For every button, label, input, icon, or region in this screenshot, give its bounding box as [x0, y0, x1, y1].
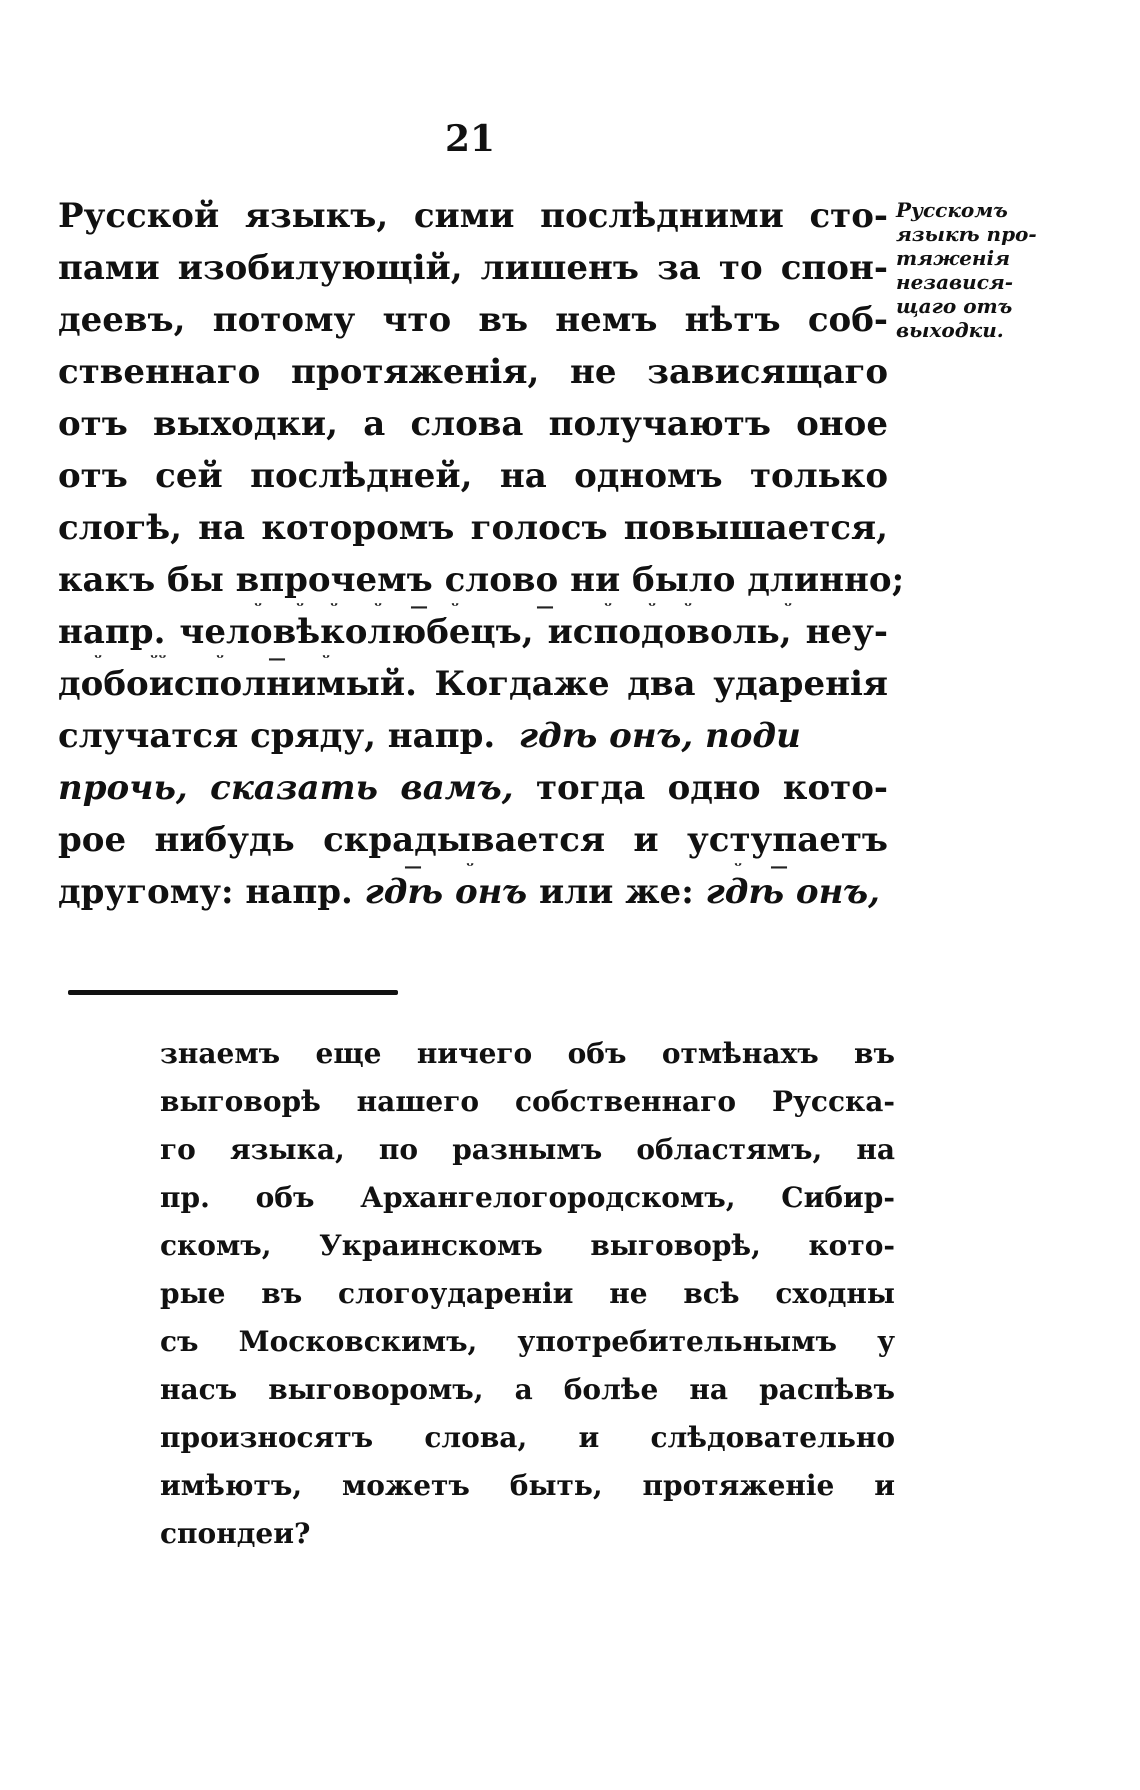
accent-mark: — — [404, 856, 422, 877]
accent-marks-row — [58, 858, 888, 876]
accent-mark: ᵕ — [734, 856, 743, 877]
accent-marks-row — [58, 598, 888, 616]
body-line: напр. человѣколюбецъ, исподоволь, неу- — [58, 612, 888, 652]
body-line: добоисполнимый. Когдаже два ударенія — [58, 664, 888, 704]
margin-note-line: щаго отъ — [896, 294, 1013, 318]
body-line: рое нибудь скрадывается и уступаетъ — [58, 820, 888, 860]
accent-mark: ᵕ — [216, 648, 225, 669]
accent-mark: ᵕ — [684, 596, 693, 617]
accent-mark: ᵕ — [254, 596, 263, 617]
page-number: 21 — [444, 118, 496, 160]
accent-mark: ᵕ — [330, 596, 339, 617]
footnote-line: спондеи? — [160, 1517, 311, 1550]
body-line: деевъ, потому что въ немъ нѣтъ соб- — [58, 300, 888, 340]
margin-note-line: выходки. — [896, 318, 1004, 342]
accent-mark: — — [536, 596, 554, 617]
italic-example: гдѣ онъ, — [705, 872, 880, 912]
footnote-line: насъ выговоромъ, а болѣе на распѣвъ — [160, 1373, 895, 1406]
accent-mark: — — [410, 596, 428, 617]
body-line: слогѣ, на которомъ голосъ повышается, — [58, 508, 888, 548]
footnote — [160, 1030, 895, 1558]
accent-mark: ᵕ — [466, 856, 475, 877]
body-line: пами изобилующій, лишенъ за то спон- — [58, 248, 888, 288]
accent-mark: ᵕ — [296, 596, 305, 617]
italic-example: прочь, сказать вамъ, — [58, 768, 514, 808]
footnote-line: съ Московскимъ, употребительнымъ у — [160, 1325, 895, 1358]
main-text — [58, 190, 905, 918]
accent-mark: ᵕ — [648, 596, 657, 617]
margin-note-line: тяженія — [896, 246, 1011, 270]
body-line — [58, 762, 888, 814]
accent-mark: ᵕ — [94, 648, 103, 669]
footnote-line: рые въ слогоудареніи не всѣ сходны — [160, 1277, 895, 1310]
footnote-line: имѣютъ, можетъ быть, протяженіе и — [160, 1469, 895, 1502]
footnote-line: пр. объ Архангелогородскомъ, Сибир- — [160, 1181, 895, 1214]
body-text: другому: напр. — [58, 872, 353, 912]
body-text: или же: — [538, 872, 694, 912]
body-line: ственнаго протяженія, не зависящаго — [58, 352, 888, 392]
footnote-line: го языка, по разнымъ областямъ, на — [160, 1133, 895, 1166]
footnote-line: скомъ, Украинскомъ выговорѣ, кото- — [160, 1229, 895, 1262]
accent-mark: ᵕᵕ — [150, 648, 167, 669]
margin-note-line: Русскомъ — [896, 198, 1008, 222]
body-line: отъ выходки, а слова получаютъ оное — [58, 404, 888, 444]
body-line: какъ бы впрочемъ слово ни было длинно; — [58, 560, 905, 600]
footnote-separator — [68, 990, 398, 995]
accent-mark: — — [268, 648, 286, 669]
accent-mark: — — [770, 856, 788, 877]
body-line — [58, 710, 888, 762]
accent-mark: ᵕ — [322, 648, 331, 669]
italic-example: гдѣ онъ — [364, 872, 528, 912]
margin-note-line: языкѣ про- — [896, 222, 1037, 246]
footnote-line: знаемъ еще ничего объ отмѣнахъ въ — [160, 1037, 895, 1070]
accent-mark: ᵕ — [604, 596, 613, 617]
footnote-line: выговорѣ нашего собственнаго Русска- — [160, 1085, 895, 1118]
italic-example: гдѣ онъ, поди — [518, 716, 801, 756]
accent-marks-row — [58, 650, 888, 668]
margin-note-line: независя- — [896, 270, 1014, 294]
footnote-line: произносятъ слова, и слѣдовательно — [160, 1421, 895, 1454]
accent-mark: ᵕ — [451, 596, 460, 617]
body-text: тогда одно кото- — [535, 768, 888, 808]
accent-mark: ᵕ — [374, 596, 383, 617]
body-line: Русской языкъ, сими послѣдними сто- — [58, 196, 888, 236]
body-line: отъ сей послѣдней, на одномъ только — [58, 456, 888, 496]
accent-mark: ᵕ — [784, 596, 793, 617]
body-text: случатся сряду, напр. — [58, 716, 496, 756]
margin-note — [896, 198, 1037, 342]
